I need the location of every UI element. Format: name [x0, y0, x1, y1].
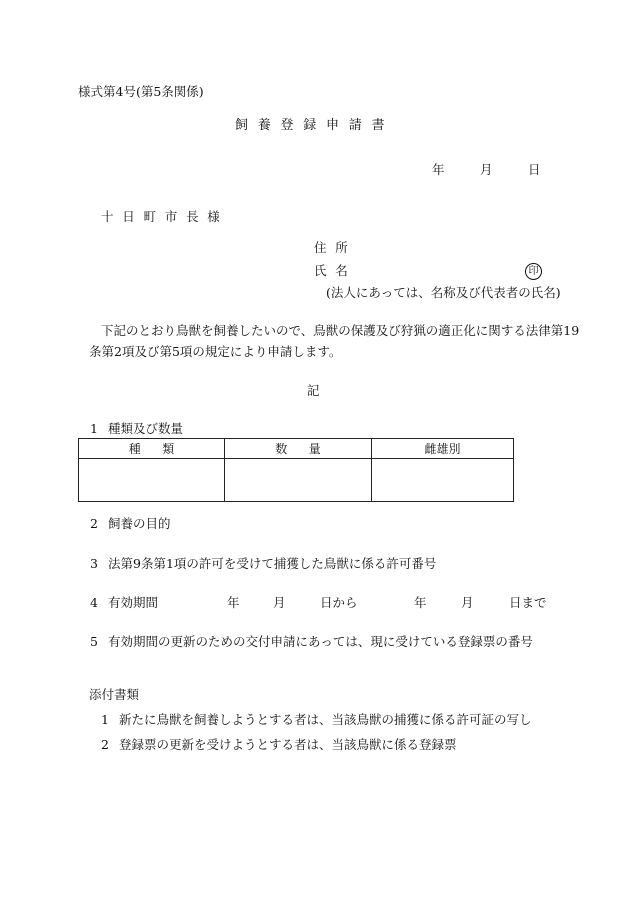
- date-year-label: 年: [432, 162, 445, 177]
- table-header-row: [79, 439, 514, 459]
- header-quantity: 数量: [225, 439, 372, 459]
- attachments-heading: 添付書類: [89, 687, 140, 702]
- attachment-1-text: 新たに鳥獣を飼養しようとする者は、当該鳥獣の捕獲に係る許可証の写し: [119, 712, 532, 727]
- date-month-label: 月: [480, 162, 493, 177]
- to-day-label: 日まで: [509, 595, 547, 610]
- header-sex: 雌雄別: [372, 439, 514, 459]
- date-day-label: 日: [528, 162, 541, 177]
- from-month-label: 月: [273, 595, 286, 610]
- item-3-number: 3: [90, 556, 98, 571]
- item-2-number: 2: [90, 516, 98, 531]
- item-5-label: 有効期間の更新のための交付申請にあっては、現に受けている登録票の番号: [108, 634, 533, 649]
- from-day-label: 日から: [320, 595, 358, 610]
- document-title: 飼養登録申請書: [235, 118, 395, 133]
- addressee: 十日町市長様: [101, 209, 229, 224]
- item-1-label: 種類及び数量: [108, 421, 184, 436]
- applicant-note: (法人にあっては、名称及び代表者の氏名): [326, 285, 561, 300]
- item-4-label: 有効期間: [108, 595, 159, 610]
- seal-mark: 印: [525, 263, 542, 280]
- attachment-1-number: 1: [101, 712, 109, 727]
- item-4-number: 4: [90, 595, 98, 610]
- item-1-number: 1: [90, 421, 98, 436]
- to-year-label: 年: [414, 595, 427, 610]
- attachment-2-number: 2: [101, 737, 109, 752]
- item-5-number: 5: [90, 634, 98, 649]
- body-line-1: 下記のとおり鳥獣を飼養したいので、鳥獣の保護及び狩猟の適正化に関する法律第19: [101, 323, 580, 338]
- from-year-label: 年: [227, 595, 240, 610]
- cell-quantity[interactable]: [225, 459, 372, 502]
- table-row: [79, 459, 514, 502]
- cell-species[interactable]: [79, 459, 225, 502]
- species-quantity-table: [78, 438, 514, 502]
- to-month-label: 月: [461, 595, 474, 610]
- item-2-label: 飼養の目的: [108, 516, 171, 531]
- attachment-2-text: 登録票の更新を受けようとする者は、当該鳥獣に係る登録票: [119, 737, 457, 752]
- name-label: 氏名: [314, 263, 357, 278]
- body-line-2: 条第2項及び第5項の規定により申請します。: [89, 344, 342, 359]
- cell-sex[interactable]: [372, 459, 514, 502]
- ki-marker: 記: [307, 383, 320, 398]
- form-number: 様式第4号(第5条関係): [78, 84, 204, 99]
- item-3-label: 法第9条第1項の許可を受けて捕獲した鳥獣に係る許可番号: [108, 556, 437, 571]
- address-label: 住所: [314, 240, 357, 255]
- header-species: 種類: [79, 439, 225, 459]
